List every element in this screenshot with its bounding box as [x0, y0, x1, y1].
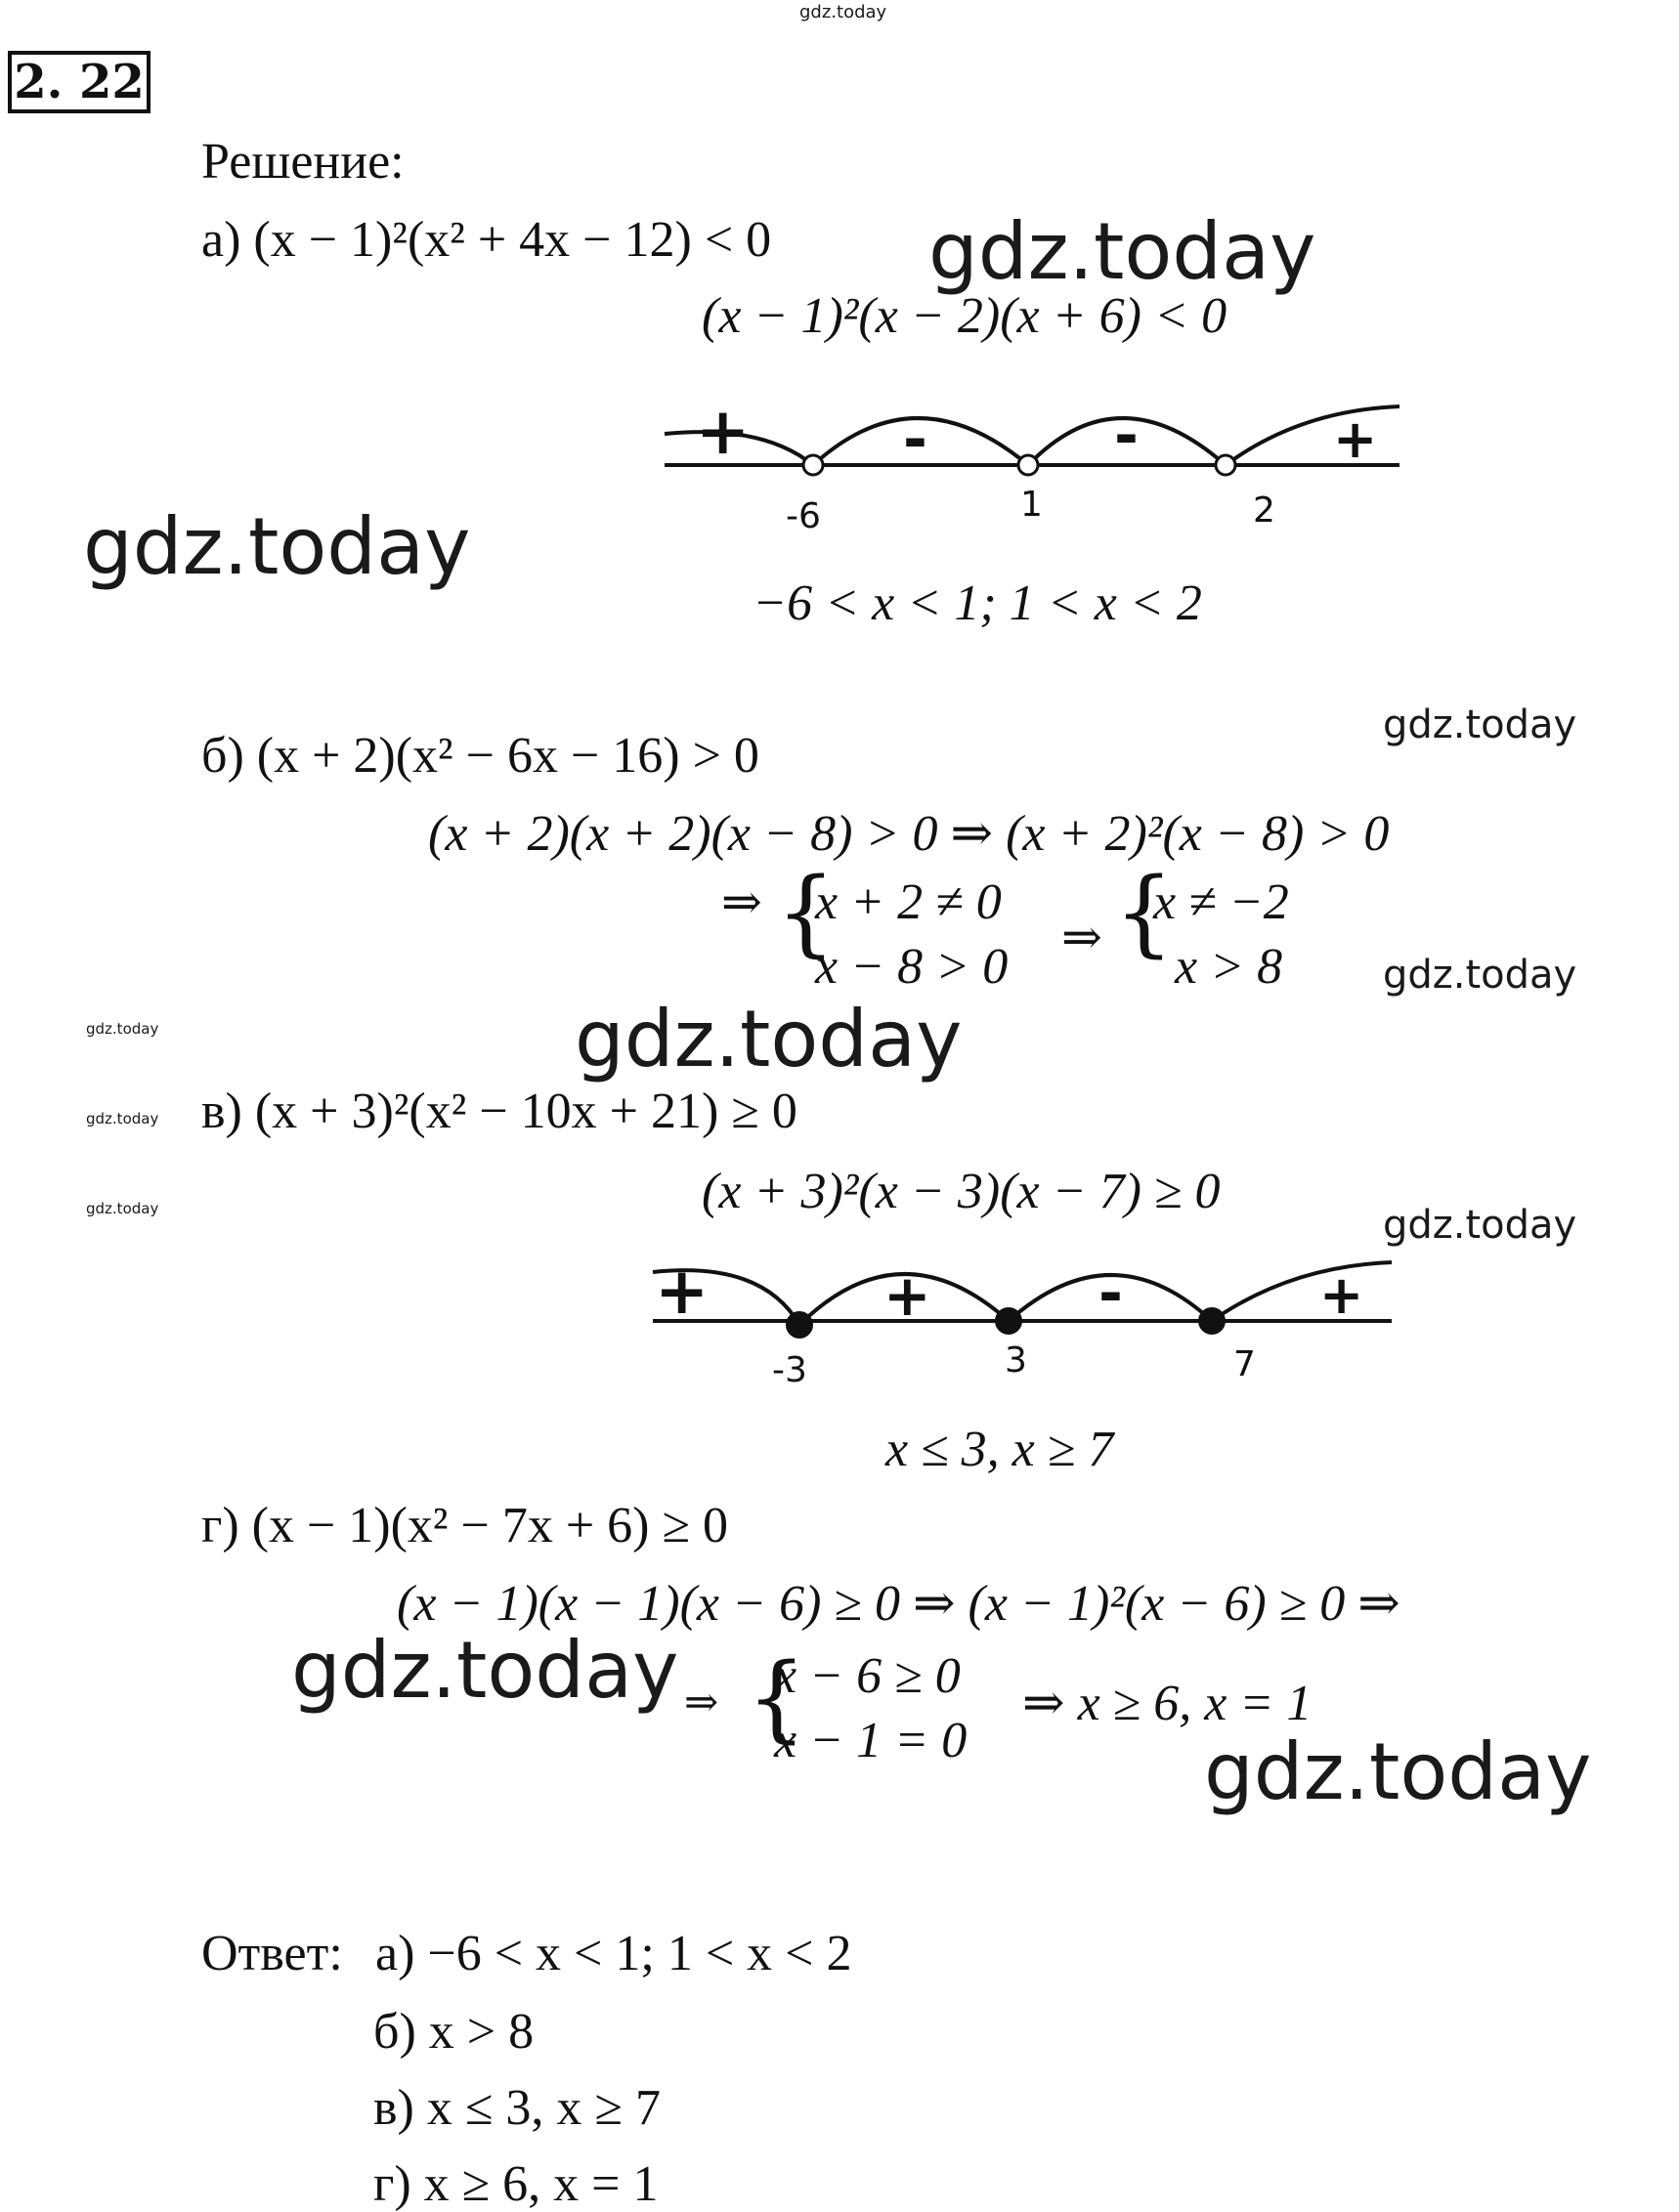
watermark: gdz.today	[1383, 953, 1577, 998]
part-g-implies-1: ⇒	[684, 1680, 719, 1725]
system-line: x − 6 ≥ 0	[774, 1648, 961, 1704]
point-label: -6	[786, 496, 821, 536]
part-v-factored: (x + 3)²(x − 3)(x − 7) ≥ 0	[702, 1164, 1221, 1219]
watermark: gdz.today	[86, 1110, 159, 1127]
answer-b: б) x > 8	[373, 2004, 535, 2060]
watermark: gdz.today	[1383, 702, 1577, 747]
watermark: gdz.today	[83, 501, 471, 592]
open-point	[803, 455, 823, 475]
part-b-implies-2: ⇒	[1061, 910, 1102, 964]
part-g-statement: г) (x − 1)(x² − 7x + 6) ≥ 0	[201, 1498, 729, 1553]
system-line: x ≠ −2	[1153, 874, 1289, 930]
interval-diagram-v	[653, 1262, 1392, 1337]
watermark: gdz.today	[575, 994, 963, 1085]
answer-a: а) −6 < x < 1; 1 < x < 2	[375, 1926, 852, 1981]
point-label: 7	[1233, 1344, 1256, 1384]
watermark: gdz.today	[291, 1625, 679, 1716]
point-label: 1	[1020, 485, 1043, 525]
system-brace: {	[1114, 858, 1175, 967]
system-line: x > 8	[1175, 939, 1283, 995]
part-a-statement: а) (x − 1)²(x² + 4x − 12) < 0	[201, 212, 772, 268]
part-a-factored: (x − 1)²(x − 2)(x + 6) < 0	[702, 288, 1227, 344]
part-v-result: x ≤ 3, x ≥ 7	[885, 1422, 1114, 1477]
problem-number: 2. 22	[8, 51, 151, 113]
open-point	[1018, 455, 1038, 475]
open-point	[1216, 455, 1235, 475]
part-g-step1: (x − 1)(x − 1)(x − 6) ≥ 0 ⇒ (x − 1)²(x − 6) ≥ 0 ⇒	[397, 1576, 1400, 1632]
watermark-top: gdz.today	[799, 2, 887, 22]
system-line: x − 1 = 0	[774, 1713, 968, 1768]
system-brace: {	[747, 1643, 807, 1753]
answer-v: в) x ≤ 3, x ≥ 7	[373, 2080, 661, 2136]
watermark: gdz.today	[1204, 1726, 1592, 1817]
sign-label: +	[1333, 408, 1378, 470]
sign-label: +	[883, 1262, 931, 1329]
sign-label: +	[655, 1254, 710, 1329]
part-b-system-1	[815, 874, 1009, 995]
system-brace: {	[776, 858, 837, 967]
sign-label: -	[1114, 402, 1139, 470]
answer-g: г) x ≥ 6, x = 1	[373, 2156, 659, 2212]
part-g-system	[774, 1648, 968, 1768]
sign-label: +	[1319, 1264, 1364, 1326]
part-b-implies-1: ⇒	[721, 874, 762, 929]
part-b-statement: б) (x + 2)(x² − 6x − 16) > 0	[201, 728, 759, 784]
solution-label: Решение:	[201, 134, 405, 190]
watermark: gdz.today	[86, 1020, 159, 1038]
system-line: x − 8 > 0	[815, 939, 1009, 995]
point-label: 2	[1253, 490, 1275, 531]
sign-label: -	[903, 405, 927, 474]
sign-label: -	[1098, 1259, 1123, 1328]
answer-label: Ответ:	[201, 1926, 343, 1981]
filled-point	[997, 1309, 1020, 1333]
part-g-tail: ⇒ x ≥ 6, x = 1	[1022, 1676, 1313, 1731]
filled-point	[1200, 1309, 1224, 1333]
point-label: -3	[772, 1350, 807, 1390]
watermark: gdz.today	[1383, 1203, 1577, 1248]
sign-arc	[1212, 1262, 1392, 1321]
watermark: gdz.today	[86, 1200, 159, 1217]
part-a-result: −6 < x < 1; 1 < x < 2	[753, 575, 1202, 631]
part-b-system-2	[1153, 874, 1289, 995]
part-b-step1: (x + 2)(x + 2)(x − 8) > 0 ⇒ (x + 2)²(x − 8) > 0	[428, 806, 1390, 862]
point-label: 3	[1005, 1340, 1027, 1381]
system-line: x + 2 ≠ 0	[815, 874, 1002, 930]
part-v-statement: в) (x + 3)²(x² − 10x + 21) ≥ 0	[201, 1084, 797, 1139]
watermark: gdz.today	[928, 206, 1316, 297]
sign-label: +	[696, 394, 751, 469]
filled-point	[788, 1313, 811, 1337]
interval-diagram-a	[665, 406, 1399, 475]
